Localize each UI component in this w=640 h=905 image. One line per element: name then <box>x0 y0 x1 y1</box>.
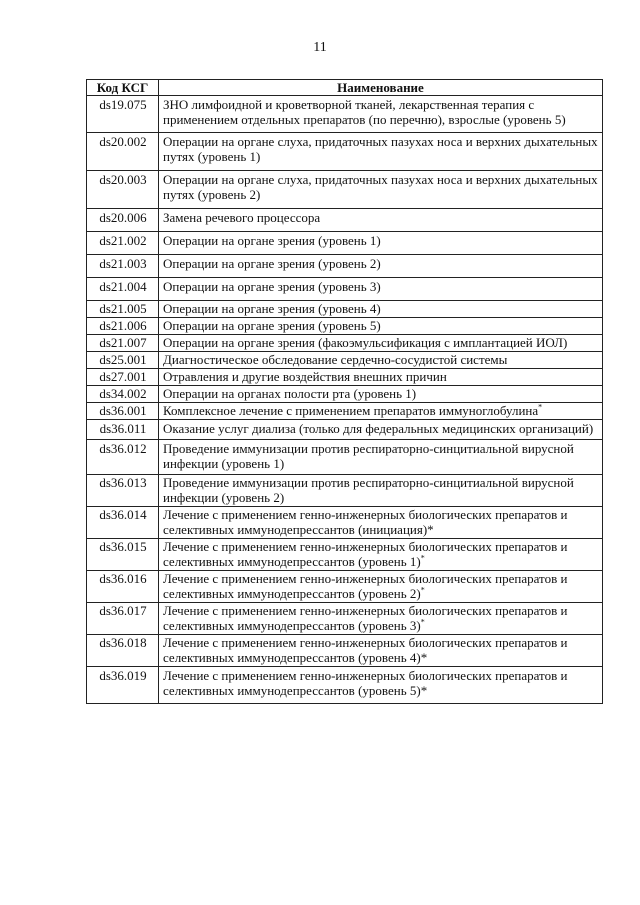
ksg-name-text: Операции на органе слуха, придаточных пазухах носа и верхних дыхательных путях (уровень 1) <box>163 134 598 164</box>
footnote-marker: * <box>420 585 425 595</box>
ksg-name-cell <box>159 440 603 475</box>
ksg-name-text: Диагностическое обследование сердечно-сосудистой системы <box>163 352 508 367</box>
table-row <box>87 209 603 232</box>
ksg-name-cell <box>159 475 603 507</box>
footnote-marker: * <box>420 617 425 627</box>
ksg-name-text: Лечение с применением генно-инженерных биологических препаратов и селективных иммунодепрессантов (уровень 4)* <box>163 635 568 665</box>
ksg-name-cell <box>159 369 603 386</box>
ksg-name-cell <box>159 301 603 318</box>
ksg-name-cell <box>159 507 603 539</box>
table-row <box>87 352 603 369</box>
table-row <box>87 255 603 278</box>
ksg-code-cell: ds21.004 <box>87 278 159 301</box>
ksg-name-cell <box>159 133 603 171</box>
table-header-row <box>87 80 603 96</box>
ksg-name-cell <box>159 571 603 603</box>
ksg-code-cell: ds21.005 <box>87 301 159 318</box>
ksg-name-cell <box>159 386 603 403</box>
page-number: 11 <box>313 40 327 55</box>
ksg-name-text: Операции на органе зрения (факоэмульсификация с имплантацией ИОЛ) <box>163 335 568 350</box>
table-row <box>87 475 603 507</box>
column-header-code: Код КСГ <box>87 80 159 96</box>
table-row <box>87 335 603 352</box>
ksg-name-text: Операции на органе зрения (уровень 1) <box>163 233 381 248</box>
table-row <box>87 635 603 667</box>
ksg-name-cell <box>159 335 603 352</box>
ksg-name-text: Операции на органе зрения (уровень 5) <box>163 318 381 333</box>
table-row <box>87 133 603 171</box>
ksg-name-text: Операции на органе слуха, придаточных пазухах носа и верхних дыхательных путях (уровень 2) <box>163 172 598 202</box>
ksg-table <box>86 79 603 704</box>
ksg-code-cell: ds36.017 <box>87 603 159 635</box>
ksg-code-cell: ds36.014 <box>87 507 159 539</box>
table-row <box>87 278 603 301</box>
ksg-code-cell: ds36.019 <box>87 667 159 704</box>
ksg-name-cell <box>159 667 603 704</box>
ksg-code-cell: ds36.001 <box>87 403 159 420</box>
ksg-name-text: Операции на органе зрения (уровень 3) <box>163 279 381 294</box>
ksg-code-cell: ds25.001 <box>87 352 159 369</box>
ksg-name-cell <box>159 420 603 440</box>
ksg-code-cell: ds36.015 <box>87 539 159 571</box>
ksg-name-text: Отравления и другие воздействия внешних причин <box>163 369 447 384</box>
ksg-name-text: Замена речевого процессора <box>163 210 321 225</box>
ksg-code-cell: ds21.006 <box>87 318 159 335</box>
table-row <box>87 539 603 571</box>
table-row <box>87 403 603 420</box>
ksg-name-cell <box>159 171 603 209</box>
ksg-name-cell <box>159 603 603 635</box>
ksg-name-text: Лечение с применением генно-инженерных биологических препаратов и селективных иммунодепрессантов (уровень 1) <box>163 539 568 569</box>
ksg-code-cell: ds36.012 <box>87 440 159 475</box>
ksg-name-text: Лечение с применением генно-инженерных биологических препаратов и селективных иммунодепрессантов (уровень 3) <box>163 603 568 633</box>
ksg-name-text: Оказание услуг диализа (только для федеральных медицинских организаций) <box>163 421 594 436</box>
ksg-name-cell <box>159 255 603 278</box>
table-row <box>87 440 603 475</box>
ksg-name-text: Операции на органе зрения (уровень 4) <box>163 301 381 316</box>
table-row <box>87 171 603 209</box>
table-row <box>87 386 603 403</box>
ksg-name-text: Проведение иммунизации против респираторно-синцитиальной вирусной инфекции (уровень 2) <box>163 475 574 505</box>
table-row <box>87 232 603 255</box>
table-body <box>87 96 603 704</box>
table-row <box>87 301 603 318</box>
ksg-name-text: ЗНО лимфоидной и кроветворной тканей, лекарственная терапия с применением отдельных препаратов (по перечню), взрослые (уровень 5) <box>163 97 566 127</box>
ksg-code-cell: ds36.018 <box>87 635 159 667</box>
ksg-name-text: Лечение с применением генно-инженерных биологических препаратов и селективных иммунодепрессантов (уровень 2) <box>163 571 568 601</box>
ksg-name-text: Операции на органах полости рта (уровень 1) <box>163 386 417 401</box>
ksg-name-cell <box>159 318 603 335</box>
ksg-code-cell: ds20.006 <box>87 209 159 232</box>
ksg-name-cell <box>159 403 603 420</box>
ksg-code-cell: ds19.075 <box>87 96 159 133</box>
footnote-marker: * <box>538 402 543 412</box>
table-row <box>87 603 603 635</box>
footnote-marker: * <box>420 553 425 563</box>
ksg-name-text: Лечение с применением генно-инженерных биологических препаратов и селективных иммунодепрессантов (инициация)* <box>163 507 568 537</box>
ksg-name-text: Комплексное лечение с применением препаратов иммуноглобулина <box>163 403 539 418</box>
ksg-code-cell: ds36.013 <box>87 475 159 507</box>
table-row <box>87 571 603 603</box>
ksg-name-cell <box>159 278 603 301</box>
ksg-name-cell <box>159 209 603 232</box>
ksg-name-cell <box>159 352 603 369</box>
table-row <box>87 507 603 539</box>
ksg-code-cell: ds36.016 <box>87 571 159 603</box>
ksg-code-cell: ds36.011 <box>87 420 159 440</box>
column-header-name: Наименование <box>159 80 603 96</box>
ksg-name-cell <box>159 232 603 255</box>
ksg-name-cell <box>159 96 603 133</box>
ksg-name-cell <box>159 635 603 667</box>
ksg-code-cell: ds21.003 <box>87 255 159 278</box>
table-row <box>87 318 603 335</box>
ksg-code-cell: ds34.002 <box>87 386 159 403</box>
ksg-code-cell: ds20.003 <box>87 171 159 209</box>
table-row <box>87 96 603 133</box>
ksg-name-text: Операции на органе зрения (уровень 2) <box>163 256 381 271</box>
table-row <box>87 420 603 440</box>
ksg-code-cell: ds20.002 <box>87 133 159 171</box>
ksg-name-cell <box>159 539 603 571</box>
ksg-name-text: Проведение иммунизации против респираторно-синцитиальной вирусной инфекции (уровень 1) <box>163 441 574 471</box>
table-row <box>87 369 603 386</box>
table-row <box>87 667 603 704</box>
ksg-code-cell: ds21.002 <box>87 232 159 255</box>
ksg-code-cell: ds21.007 <box>87 335 159 352</box>
ksg-code-cell: ds27.001 <box>87 369 159 386</box>
ksg-name-text: Лечение с применением генно-инженерных биологических препаратов и селективных иммунодепрессантов (уровень 5)* <box>163 668 568 698</box>
